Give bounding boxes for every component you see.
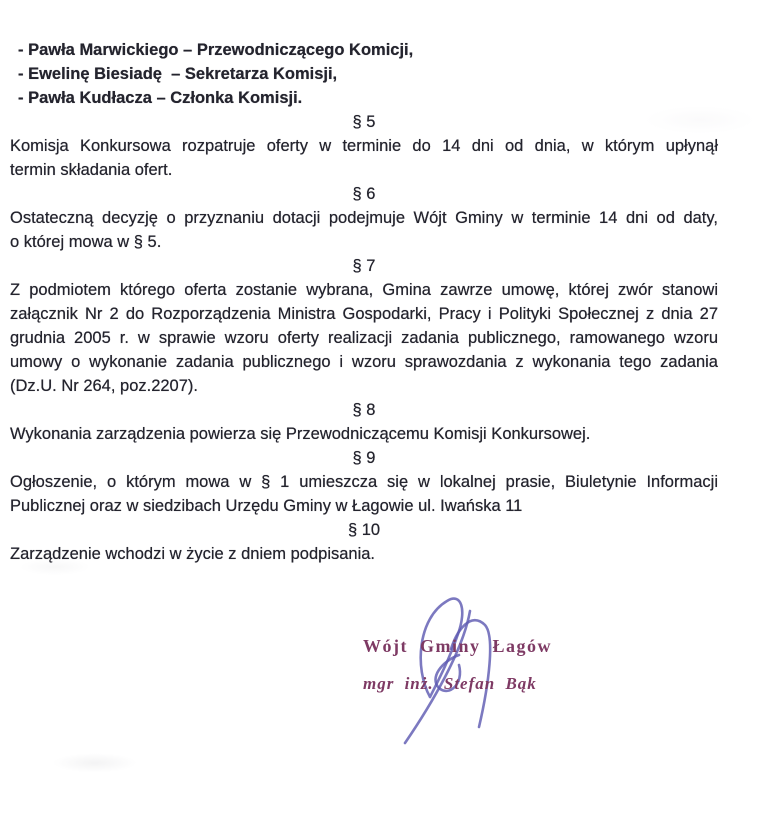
list-item: - Ewelinę Biesiadę – Sekretarza Komisji, xyxy=(18,65,338,83)
section-heading: § 5 xyxy=(352,113,376,131)
paragraph-line: Wykonania zarządzenia powierza się Przewodniczącemu Komisji Konkursowej. xyxy=(10,425,591,443)
section-heading: § 9 xyxy=(352,449,376,467)
stamp-title: Wójt Gminy Łagów xyxy=(363,636,552,656)
paragraph-line: termin składania ofert. xyxy=(10,161,173,179)
paragraph-line: o której mowa w § 5. xyxy=(10,233,162,251)
paragraph-line: załącznik Nr 2 do Rozporządzenia Ministra Gospodarki, Pracy i Polityki Społecznej z dnia 27 xyxy=(10,305,718,323)
paragraph-line: Z podmiotem którego oferta zostanie wybrana, Gmina zawrze umowę, której zwór stanowi xyxy=(10,281,718,299)
paragraph-line: Ogłoszenie, o którym mowa w § 1 umieszcza się w lokalnej prasie, Biuletynie Informacji xyxy=(10,473,718,491)
section-heading: § 10 xyxy=(347,521,381,539)
list-item: - Pawła Kudłacza – Członka Komisji. xyxy=(18,89,303,107)
paragraph-line: Publicznej oraz w siedzibach Urzędu Gminy w Łagowie ul. Iwańska 11 xyxy=(10,497,523,515)
stamp-name: mgr inż. Stefan Bąk xyxy=(363,674,537,693)
paragraph-line: grudnia 2005 r. w sprawie wzoru oferty realizacji zadania publicznego, ramowanego wzoru xyxy=(10,329,718,347)
paragraph-line: umowy o wykonanie zadania publicznego i wzoru sprawozdania z wykonania tego zadania xyxy=(10,353,718,371)
section-heading: § 8 xyxy=(352,401,376,419)
paragraph-line: (Dz.U. Nr 264, poz.2207). xyxy=(10,377,198,395)
paragraph-line: Komisja Konkursowa rozpatruje oferty w terminie do 14 dni od dnia, w którym upłynął xyxy=(10,137,718,155)
paragraph-line: Ostateczną decyzję o przyznaniu dotacji podejmuje Wójt Gminy w terminie 14 dni od daty, xyxy=(10,209,718,227)
paragraph-line: Zarządzenie wchodzi w życie z dniem podpisania. xyxy=(10,545,376,563)
section-heading: § 7 xyxy=(352,257,376,275)
section-heading: § 6 xyxy=(352,185,376,203)
list-item: - Pawła Marwickiego – Przewodniczącego Komicji, xyxy=(18,41,414,59)
document-body xyxy=(10,38,718,566)
signature-block xyxy=(363,636,552,694)
